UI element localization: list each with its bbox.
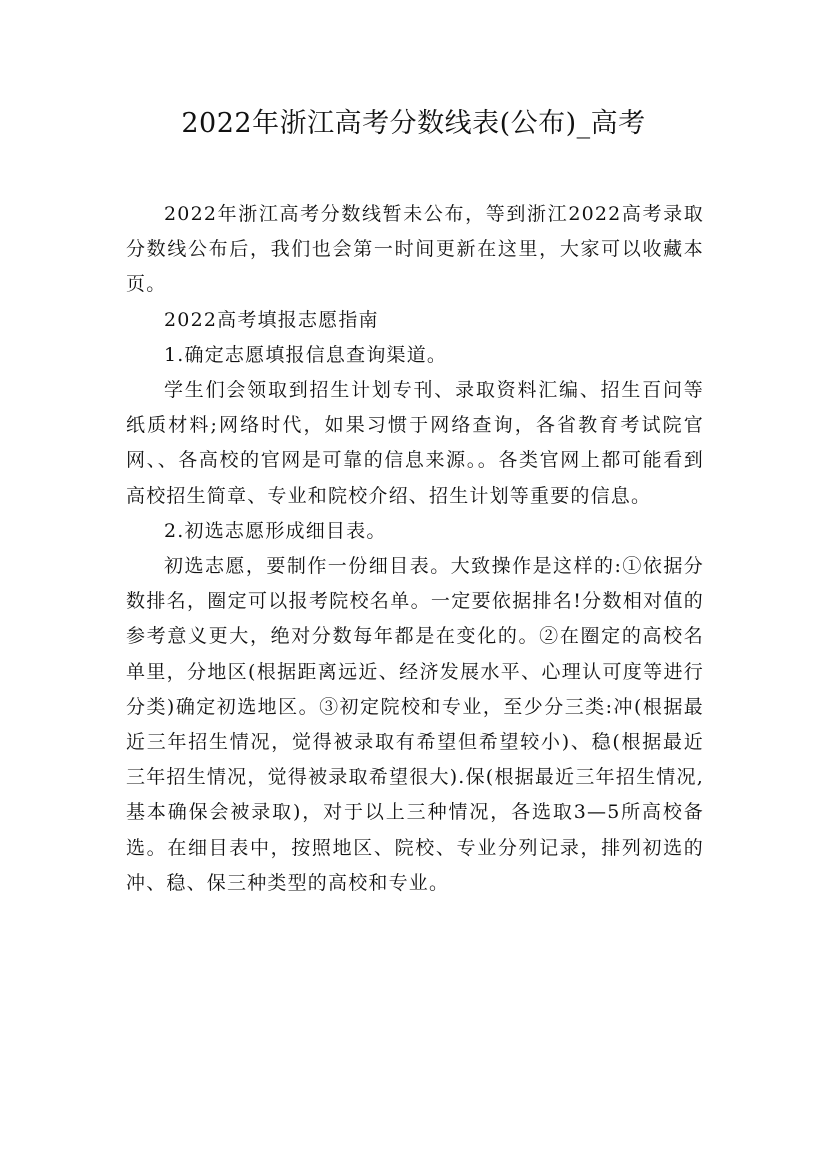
paragraph-step-1-heading: 1.确定志愿填报信息查询渠道。 xyxy=(164,343,448,366)
paragraph-step-2-heading: 2.初选志愿形成细目表。 xyxy=(164,519,387,542)
document-body xyxy=(126,197,704,901)
document-title: 2022年浙江高考分数线表(公布)_高考 xyxy=(181,108,646,139)
paragraph-guide-heading: 2022高考填报志愿指南 xyxy=(164,308,379,331)
paragraph-step-2-body: 初选志愿，要制作一份细目表。大致操作是这样的:①依据分数排名，圈定可以报考院校名单。一定要依据排名!分数相对值的参考意义更大，绝对分数每年都是在变化的。②在圈定的高校名单里，分地区(根据距离远近、经济发展水平、心理认可度等进行分类)确定初选地区。③初定院校和专业，至少分三类:冲(根据最近三年招生情况，觉得被录取有希望但希望较小)、稳(根据最近三年招生情况，觉得被录取希望很大).保(根据最近三年招生情况,基本确保会被录取)，对于以上三种情况，各选取3—5所高校备选。在细目表中，按照地区、院校、专业分列记录，排列初选的冲、稳、保三种类型的高校和专业。 xyxy=(126,555,704,894)
paragraph-step-1-body: 学生们会领取到招生计划专刊、录取资料汇编、招生百问等纸质材料;网络时代，如果习惯于网络查询，各省教育考试院官网、、各高校的官网是可靠的信息来源。。各类官网上都可能看到高校招生简章、专业和院校介绍、招生计划等重要的信息。 xyxy=(126,379,704,507)
paragraph-intro: 2022年浙江高考分数线暂未公布，等到浙江2022高考录取分数线公布后，我们也会第一时间更新在这里，大家可以收藏本页。 xyxy=(126,203,704,296)
